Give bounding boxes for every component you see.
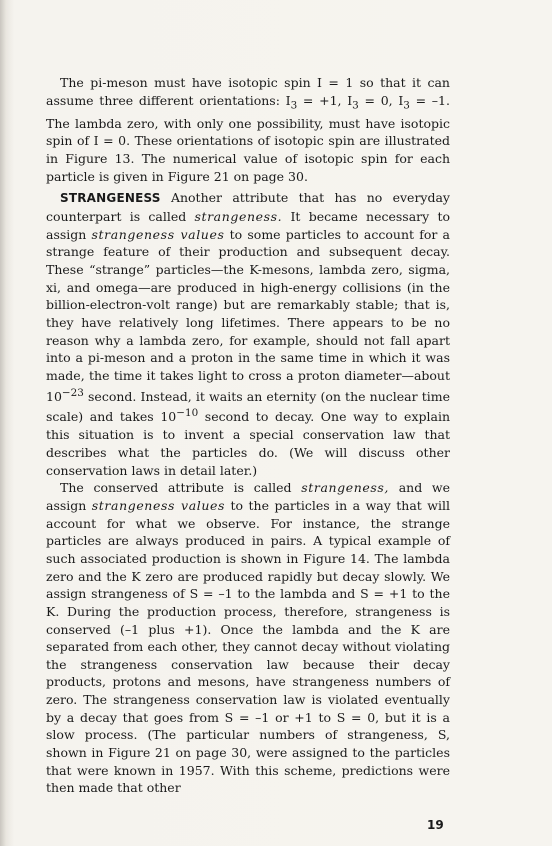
text-run: second. Instead, it waits an eternity (on the nuclear time scale) and takes 10 <box>46 388 450 425</box>
italic-term: strangeness. <box>194 209 283 225</box>
text-run: = 0, I <box>358 92 404 108</box>
paragraph-conserved-attribute <box>46 479 450 797</box>
text-run: = +1, I <box>297 92 353 108</box>
subscript: 3 <box>290 99 298 112</box>
text-run: = –1. The lambda zero, with only one possibility, must have isotopic spin of I = 0. These orientations of isotopic spin are illustrated in Figure 13. The numerical value of isotopic spin for each particle is given in Figure 21 on page 30. <box>46 92 450 184</box>
page-number: 19 <box>427 818 444 832</box>
paragraph-isotopic-spin <box>46 74 450 185</box>
text-run: The conserved attribute is called <box>60 480 302 496</box>
text-run: Another attribute that has no everyday counterpart is called <box>46 190 450 225</box>
subscript: 3 <box>403 99 410 112</box>
exponent: −10 <box>176 407 199 420</box>
text-run: to some particles to account for a strange feature of their production and subsequent decay. These “strange” particles—the K-mesons, lambda zero, sigma, xi, and omega—are produced in high-energy collisions (in the billion-electron-volt range) but are remarkably stable; that is, they have relatively long lifetimes. There appears to be no reason why a lambda zero, for example, should not fall apart into a pi-meson and a proton in the same time in which it was made, the time it takes light to cross a proton diameter—about 10 <box>46 226 450 404</box>
subscript: 3 <box>352 99 359 112</box>
text-run: It became necessary to assign <box>46 209 450 242</box>
text-run: The pi-meson must have isotopic spin I = 1 so that it can assume three different orientations: I <box>46 75 450 108</box>
body-text <box>46 74 450 797</box>
text-run: and we assign <box>46 480 450 513</box>
text-run: to the particles in a way that will account for what we observe. For instance, the strange particles are always produced in pairs. A typical example of such associated production is shown in Figure 14. The lambda zero and the K zero are produced rapidly but decay slowly. We assign strangeness of S = –1 to the lambda and S = +1 to the K. During the production process, therefore, strangeness is conserved (–1 plus +1). Once the lambda and the K are separated from each other, they cannot decay without violating the strangeness conservation law because their decay products, protons and mesons, have strangeness numbers of zero. The strangeness conservation law is violated eventually by a decay that goes from S = –1 or +1 to S = 0, but it is a slow process. (The particular numbers of strangeness, S, shown in Figure 21 on page 30, were assigned to the particles that were known in 1957. With this scheme, predictions were then made that other <box>46 497 450 796</box>
paragraph-strangeness <box>46 189 450 479</box>
exponent: −23 <box>61 386 84 399</box>
text-run: second to decay. One way to explain this situation is to invent a special conservation law that describes what the particles do. (We will discuss other conservation laws in detail later.) <box>46 409 450 478</box>
section-heading: STRANGENESS <box>60 191 161 206</box>
italic-term: strangeness, <box>301 480 390 496</box>
italic-term: strangeness values <box>91 497 226 513</box>
italic-term: strangeness values <box>91 226 225 242</box>
